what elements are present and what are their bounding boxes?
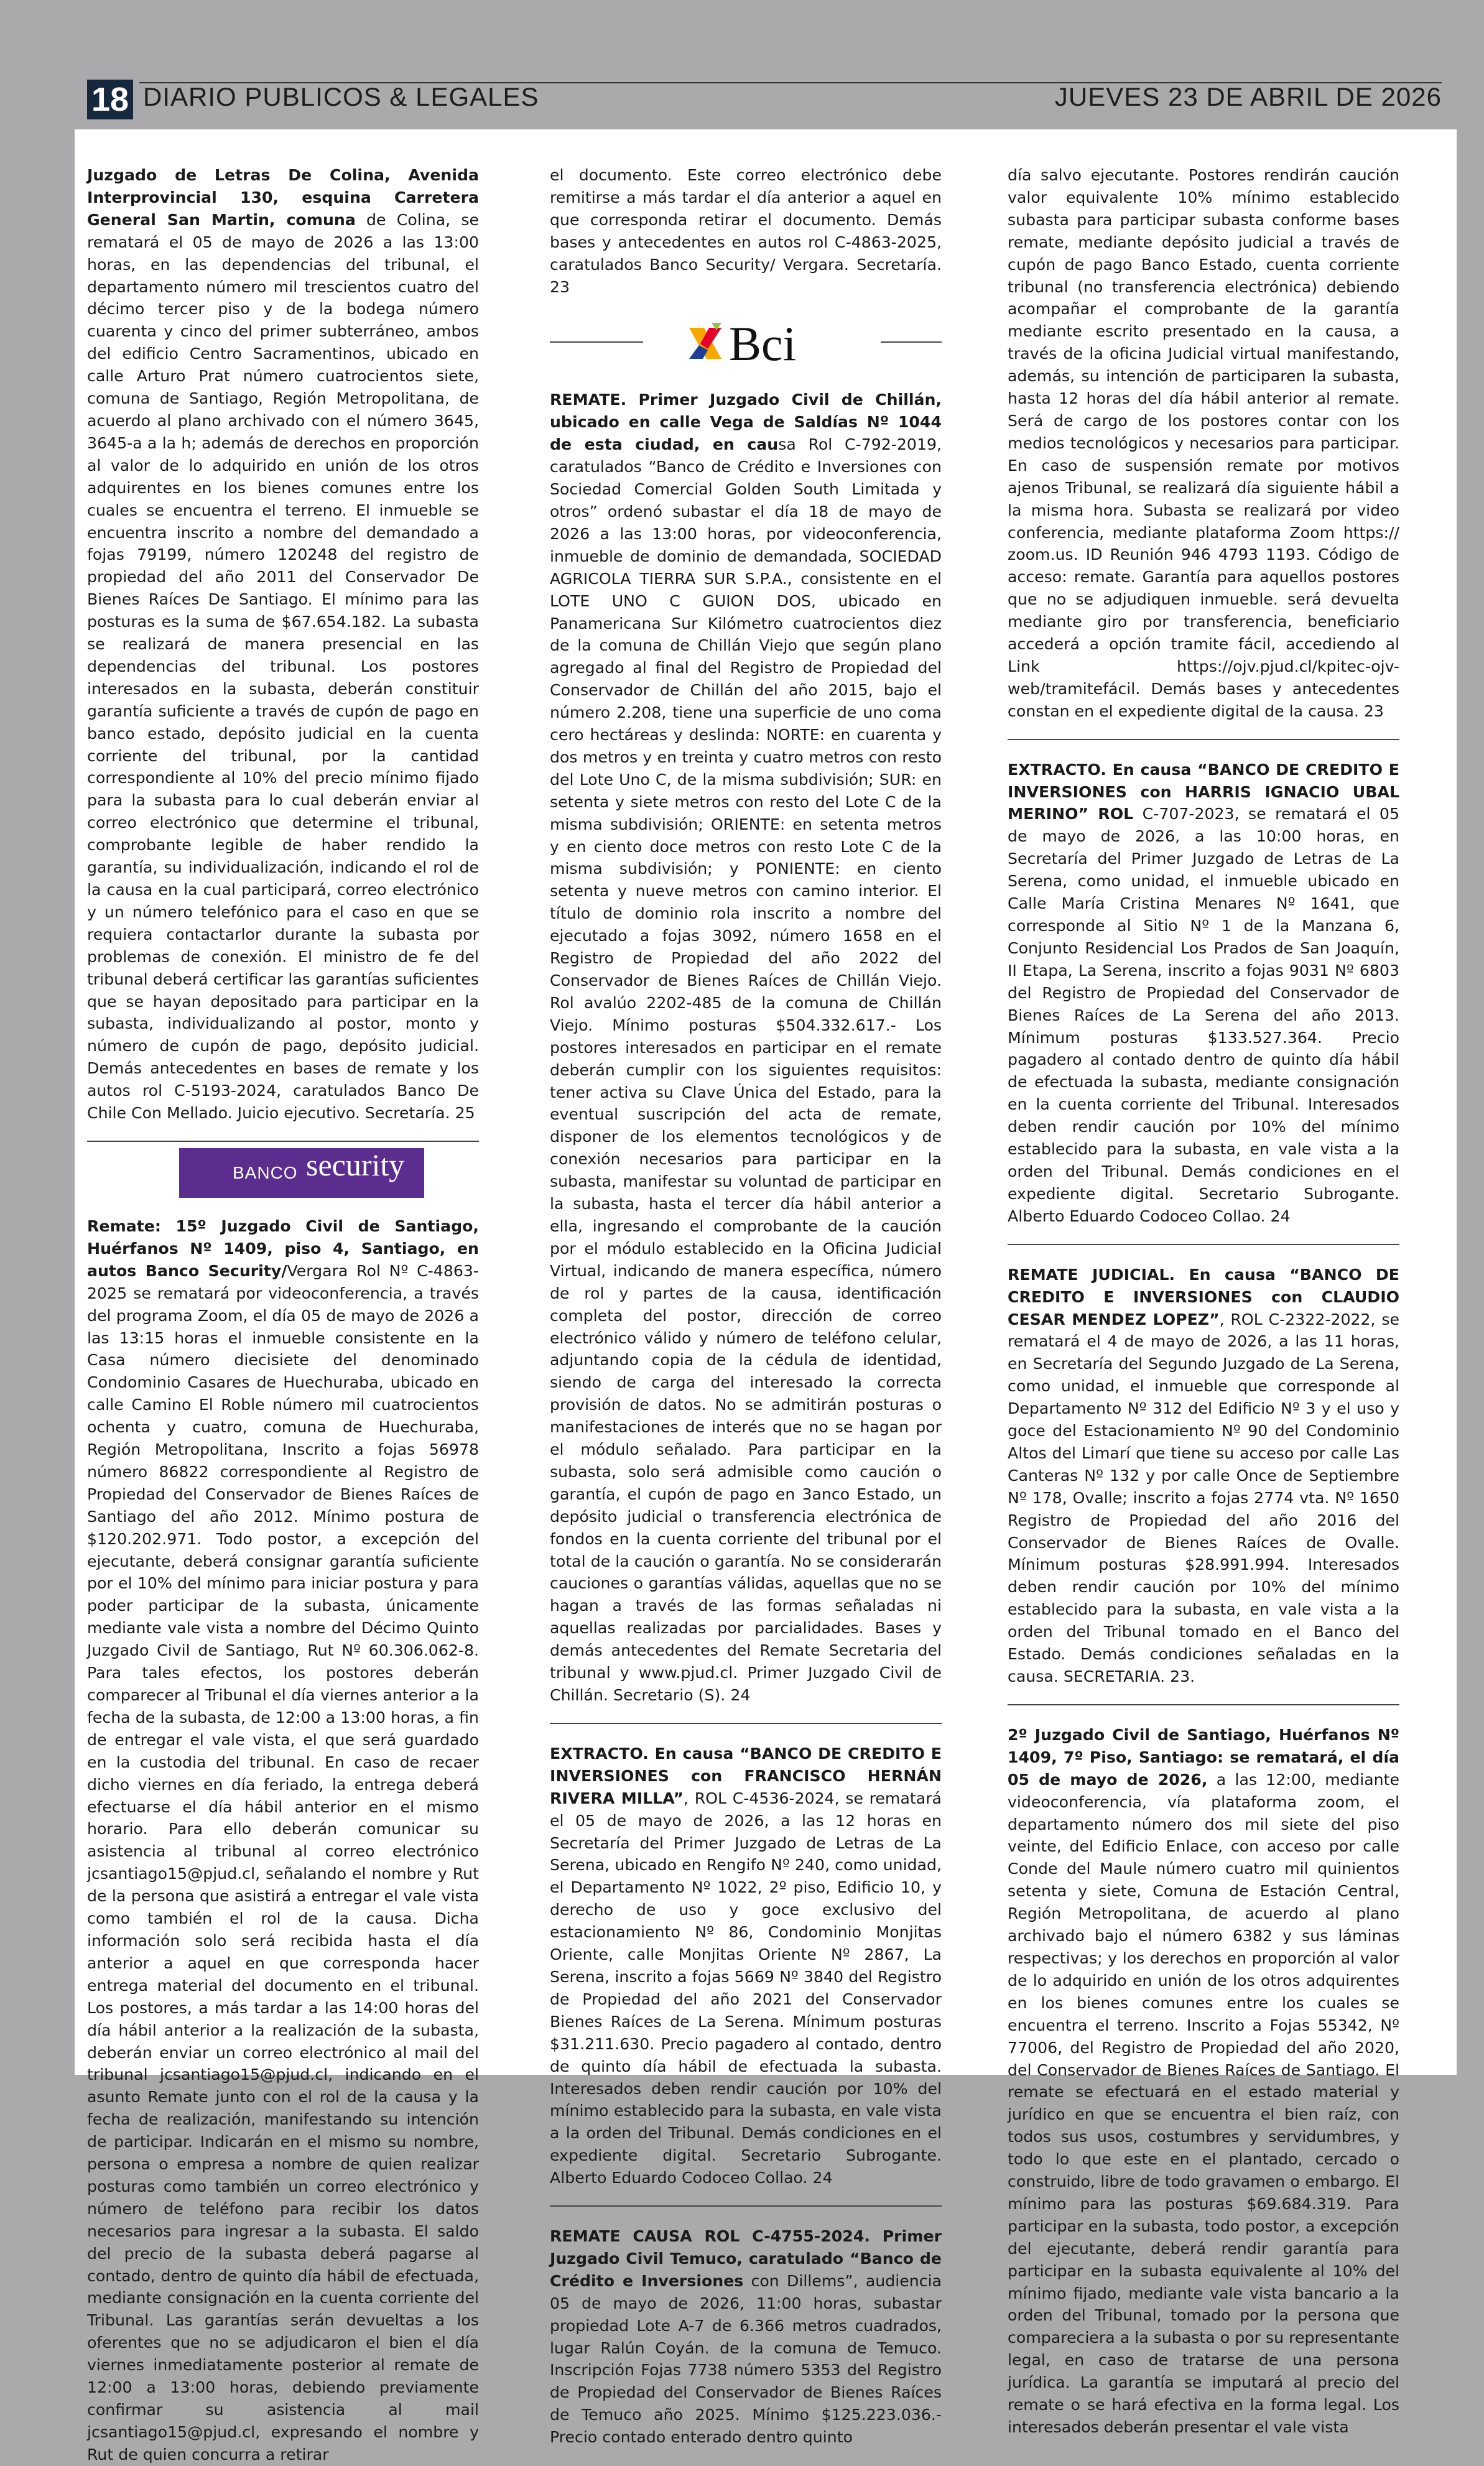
logo-security-word: security [306,1147,405,1182]
divider [1008,739,1399,740]
divider [87,1141,479,1142]
newspaper-page [75,129,1457,2464]
page-header [87,80,1442,121]
bci-logo [687,319,823,369]
divider [550,1723,942,1724]
notice-mendez [1008,1264,1399,1688]
notice-body: , ROL C-4536-2024, se rematará el 05 de mayo de 2026, a las 12 horas en Secretaría del Primer Juzgado de Letras de La Serena, ubicado en Rengifo Nº 240, como unidad, el Departamento Nº 1022, 2º piso, Edificio 10, y derecho de uso y goce exclusivo del estacionamiento Nº 86, Condominio Monjitas Oriente, calle Monjitas Oriente Nº 2867, La Serena, inscrito a fojas 5669 Nº 3840 del Registro de Propiedad del año 2021 del Conservador Bienes Raíces de La Serena. Mínimum posturas $31.211.630. Precio pagadero al contado, dentro de quinto día hábil de efectuada la subasta. Interesados deben rendir caución por 10% del mínimo establecido para la subasta, en vale vista a la orden del Tribunal. Demás condiciones en el expediente digital. Secretario Subrogante. Alberto Eduardo Codoceo Collao. 24 [550,1789,942,2187]
notice-lead: EXTRACTO. En causa “BANCO DE CREDITO E INVERSIONES con HARRIS IGNACIO UBAL MERINO” ROL [1008,760,1399,823]
notice-body: sa Rol C-792-2019, caratulados “Banco de Crédito e Inversiones con Sociedad Comercial Golden South Limitada y otros” ordenó subastar el día 18 de mayo de 2026 a las 13:00 horas, por videoconferencia, inmueble de dominio de demandada, SOCIEDAD AGRICOLA TIERRA SUR S.P.A., consistente en el LOTE UNO C GUION DOS, ubicado en Panamericana Sur Kilómetro cuatrocientos diez de la comuna de Chillán Viejo que según plano agregado al final del Registro de Propiedad del Conservador de Chillán del año 2015, bajo el número 2.208, tiene una superficie de uno coma cero hectáreas y deslinda: NORTE: en cuarenta y dos metros y en treinta y cuatro metros con resto del Lote Uno C, de la misma subdivisión; SUR: en setenta y siete metros con resto del Lote C de la misma subdivisión; ORIENTE: en setenta metros y en ciento doce metros con resto Lote C de la misma subdivisión; y PONIENTE: en ciento setenta y nueve metros con camino interior. El título de dominio rola inscrito a nombre del ejecutado a fojas 3092, número 1658 en el Registro de Propiedad del año 2022 del Conservador de Bienes Raíces de Chillán Viejo. Rol avalúo 2202-485 de la comuna de Chillán Viejo. Mínimo posturas $504.332.617.- Los postores interesados en participar en el remate deberán cumplir con los siguientes requisitos: tener activa su Clave Única del Estado, para la eventual suscripción del acta de remate, disponer de los elementos tecnológicos y de conexión necesarios para participar en la subasta, manifestar su voluntad de participar en la subasta, hasta el tercer día hábil anterior a ella, ingresando el comprobante de la caución por el módulo establecido en la Oficina Judicial Virtual, indicando de manera específica, número de rol y partes de la causa, identificación completa del postor, dirección de correo electrónico válido y número de teléfono celular, adjuntando copia de la cédula de identidad, siendo de carga del interesado la correcta provisión de datos. No se admitirán posturas o manifestaciones de interés que no se hagan por el módulo señalado. Para participar en la subasta, solo será admisible como caución o garantía, el cupón de pago en 3anco Estado, un depósito judicial o transferencia electrónica de fondos en la cuenta corriente del tribunal por el total de la caución o garantía. No se considerarán cauciones o garantías válidas, aquellas que no se hagan a través de las formas señaladas ni aquellas realizadas por parcialidades. Bases y demás antecedentes del Remate Secretaria del tribunal y www.pjud.cl. Primer Juzgado Civil de Chillán. Secretario (S). 24 [550,435,942,1704]
notice-chillan [550,389,942,1706]
notice-ubal [1008,759,1399,1228]
notice-lead: Remate: 15º Juzgado Civil de Santiago, Huérfanos Nº 1409, piso 4, Santiago, en autos Banco Security/ [87,1217,479,1280]
notice-body: Vergara Rol Nº C-4863-2025 se rematará por videoconferencia, a través del programa Zoom, el día 05 de mayo de 2026 a las 13:15 horas el inmueble consistente en la Casa número diecisiete del denominado Condominio Casares de Huechuraba, ubicado en calle Camino El Roble número mil cuatrocientos ochenta y cuatro, comuna de Huechuraba, Región Metropolitana, Inscrito a fojas 56978 número 86822 correspondiente al Registro de Propiedad del Conservador de Bienes Raíces de Santiago del año 2012. Mínimo postura de $120.202.971. Todo postor, a excepción del ejecutante, deberá consignar garantía suficiente por el 10% del mínimo para iniciar postura y para poder participar de la subasta, únicamente mediante vale vista a nombre del Décimo Quinto Juzgado Civil de Santiago, Rut Nº 60.306.062-8. Para tales efectos, los postores deberán comparecer al Tribunal el día viernes anterior a la fecha de la subasta, de 12:00 a 13:00 horas, a fin de entregar el vale vista, el que será guardado en la custodia del tribunal. En caso de recaer dicho viernes en día feriado, la entrega deberá efectuarse el día hábil anterior en el mismo horario. Para ello deberán comunicar su asistencia al tribunal al correo electrónico jcsantiago15@pjud.cl, señalando el nombre y Rut de la persona que asistirá a entregar el vale vista como también el rol de la causa. Dicha información solo será recibida hasta el día anterior a aquel en que corresponda hacer entrega material del documento en el tribunal. Los postores, a más tardar a las 14:00 horas del día hábil anterior a la realización de la subasta, deberán enviar un correo electrónico al mail del tribunal jcsantiago15@pjud.cl, indicando en el asunto Remate junto con el rol de la causa y la fecha de realización, manifestando su intención de participar. Indicarán en el mismo su nombre, persona o empresa a nombre de quien realizar posturas como también un correo electrónico y número de teléfono para recibir los datos necesarios para ingresar a la subasta. El saldo del precio de la subasta deberá pagarse al contado, dentro de quinto día hábil de efectuada, mediante consignación en la cuenta corriente del Tribunal. Las garantías serán devueltas a los oferentes que no se adjudicaron el bien el día viernes inmediatamente posterior al remate de 12:00 a 13:00 horas, debiendo previamente confirmar su asistencia al mail jcsantiago15@pjud.cl, expresando el nombre y Rut de quien concurra a retirar [87,1261,479,2464]
bci-wordmark: Bci [729,317,797,371]
notice-lead: Juzgado de Letras De Colina, Avenida Interprovincial 130, esquina Carretera General San Martin, comuna [87,166,479,229]
column-1 [87,164,479,2466]
bci-logo-row [550,314,942,370]
publication-name: DIARIO PUBLICOS & LEGALES [143,82,539,111]
notice-body: de Colina, se rematará el 05 de mayo de 2026 a las 13:00 horas, en las dependencias del tribunal, el departamento número mil trescientos cuatro del décimo tercer piso y de la bodega número cuarenta y cinco del primer subterráneo, ambos del edificio Centro Sacramentinos, ubicado en calle Arturo Prat número cuatrocientos siete, comuna de Santiago, Región Metropolitana, de acuerdo al plano archivado con el número 3645, 3645-a a la h; además de derechos en proporción al valor de lo adquirido en unión de los otros adquirentes en los bienes comunes entre los cuales se encuentra el terreno. El inmueble se encuentra inscrito a nombre del demandado a fojas 79199, número 120248 del registro de propiedad del año 2011 del Conservador De Bienes Raíces De Santiago. El mínimo para las posturas es la suma de $67.654.182. La subasta se realizará de manera presencial en las dependencias del tribunal. Los postores interesados en la subasta, deberán constituir garantía suficiente a través de cupón de pago en banco estado, depósito judicial en la cuenta corriente del tribunal, por la cantidad correspondiente al 10% del precio mínimo fijado para la subasta para lo cual deberán enviar al correo electrónico que determine el tribunal, comprobante legible de haber rendido la garantía, su individualización, indicando el rol de la causa en la cual participará, correo electrónico y un número telefónico para el caso en que se requiera contactarlor durante la subasta por problemas de conexión. El ministro de fe del tribunal deberá certificar las garantías suficientes que se hayan depositado para participar en la subasta, individualizando al postor, monto y número de cupón de pago, depósito judicial. Demás antecedentes en bases de remate y los autos rol C-5193-2024, caratulados Banco De Chile Con Mellado. Juicio ejecutivo. Secretaría. 25 [87,210,479,1123]
notice-lead: REMATE JUDICIAL. En causa “BANCO DE CREDITO E INVERSIONES con CLAUDIO CESAR MENDEZ LOPEZ” [1008,1265,1399,1328]
notice-temuco [550,2225,942,2449]
divider [1008,1704,1399,1705]
notice-body: , ROL C-2322-2022, se rematará el 4 de mayo de 2026, a las 11 horas, en Secretaría del Segundo Juzgado de La Serena, como unidad, el inmueble que corresponde al Departamento Nº 312 del Edificio Nº 3 y el uso y goce del Estacionamiento Nº 90 del Condominio Altos del Limarí que tiene su acceso por calle Las Canteras Nº 132 y por calle Once de Septiembre Nº 178, Ovalle; inscrito a fojas 2774 vta. Nº 1650 Registro de Propiedad del año 2016 del Conservador de Bienes Raíces de Ovalle. Mínimum posturas $28.991.994. Interesados deben rendir caución por 10% del mínimo establecido para la subasta, en vale vista a la orden del Tribunal tomado en el Banco del Estado. Demás condiciones señaladas en la causa. SECRETARIA. 23. [1008,1310,1399,1685]
notice-lead: EXTRACTO. En causa “BANCO DE CREDITO E INVERSIONES con FRANCISCO HERNÁN RIVERA MILLA” [550,1744,942,1807]
divider-left [550,341,643,343]
divider [1008,1244,1399,1245]
column-2 [550,164,942,2449]
notice-security [87,1215,479,2466]
security-logo-row [87,1141,479,1197]
notice-body: con Dillems”, audiencia 05 de mayo de 2026, 11:00 horas, subastar propiedad Lote A-7 de 6.366 metros cuadrados, lugar Ralún Coyán. de la comuna de Temuco. Inscripción Fojas 7738 número 5353 del Registro de Propiedad del Conservador de Bienes Raíces de Temuco año 2025. Mínimo $125.223.036.- Precio contado enterado dentro quinto [550,2271,942,2447]
page-number: 18 [87,80,133,119]
notice-body: C-707-2023, se rematará el 05 de mayo de 2026, a las 10:00 horas, en Secretaría del Primer Juzgado de Letras de La Serena, como unidad, el inmueble ubicado en Calle María Cristina Menares Nº 1641, que corresponde al Sitio Nº 1 de la Manzana 6, Conjunto Residencial Los Prados de San Joaquín, II Etapa, La Serena, inscrito a fojas 9031 Nº 6803 del Registro de Propiedad del Conservador de Bienes Raíces de La Serena del año 2013. Mínimum posturas $133.527.364. Precio pagadero al contado dentro de quinto día hábil de efectuada la subasta, mediante consignación en la cuenta corriente del Tribunal. Interesados deben rendir caución por 10% del mínimo establecido para la subasta, en vale vista a la orden del Tribunal. Demás condiciones en el expediente digital. Secretario Subrogante. Alberto Eduardo Codoceo Collao. 24 [1008,805,1399,1225]
banco-security-logo [179,1148,424,1198]
logo-bank-word: BANCO [233,1162,298,1182]
divider [550,2205,942,2207]
notice-temuco-continued: día salvo ejecutante. Postores rendirán caución valor equivalente 10% mínimo establecido subasta para participar subasta conforme bases remate, mediante depósito judicial a través de cupón de pago Banco Estado, cuenta corriente tribunal (no transferencia electrónica) debiendo acompañar el comprobante de la garantía mediante escrito presentado en la causa, a través de la oficina Judicial virtual manifestando, además, su intención de participaren la subasta, hasta 12 horas del día hábil anterior al remate. Será de cargo de los postores contar con los medios tecnológicos y necesarios para participar. En caso de suspensión remate por motivos ajenos Tribunal, se realizará día siguiente hábil a la misma hora. Subasta se realizará por video conferencia, mediante plataforma Zoom https:// zoom.us. ID Reunión 946 4793 1193. Código de acceso: remate. Garantía para aquellos postores que no se adjudiquen inmueble. será devuelta mediante giro por transferencia, beneficiario accederá a opción tramite fácil, accediendo al Link https://ojv.pjud.cl/kpitec-ojv-web/tramitefácil. Demás bases y antecedentes constan en el expediente digital de la causa. 23 [1008,166,1399,720]
notice-lead: REMATE CAUSA ROL C-4755-2024. Primer Juzgado Civil Temuco, caratulado “Banco de Crédito e Inversiones [550,2227,942,2290]
notice-colina [87,164,479,1124]
bci-mark-icon [687,319,726,369]
notice-rivera [550,1743,942,2189]
publication-date: JUEVES 23 DE ABRIL DE 2026 [1054,82,1442,111]
column-3 [1008,164,1399,2439]
notice-lead: 2º Juzgado Civil de Santiago, Huérfanos Nº 1409, 7º Piso, Santiago: se rematará, el día 05 de mayo de 2026, [1008,1725,1399,1789]
notice-lead: REMATE. Primer Juzgado Civil de Chillán, ubicado en calle Vega de Saldías Nº 1044 de esta ciudad, en cau [550,391,942,454]
divider-right [881,341,942,343]
notice-security-continued: el documento. Este correo electrónico debe remitirse a más tardar el día anterior a aquel en que corresponda retirar el documento. Demás bases y antecedentes en autos rol C-4863-2025, caratulados Banco Security/ Vergara. Secretaría. 23 [550,166,942,296]
notice-huerfanos [1008,1724,1399,2439]
notice-body: a las 12:00, mediante videoconferencia, vía plataforma zoom, el departamento número dos mil siete del piso veinte, del Edificio Enlace, con acceso por calle Conde del Maule número cuatro mil quinientos setenta y siete, Comuna de Estación Central, Región Metropolitana, de acuerdo al plano archivado bajo el número 6382 y sus láminas respectivas; y los derechos en proporción al valor de lo adquirido en unión de los otros adquirentes en los bienes comunes entre los cuales se encuentra el terreno. Inscrito a Fojas 55342, Nº 77006, del Registro de Propiedad del año 2020, del Conservador de Bienes Raíces de Santiago. El remate se efectuará en el estado material y jurídico en que se encuentra el bien raíz, con todos sus usos, costumbres y servidumbres, y todo lo que este en el plantado, cercado o construido, libre de todo gravamen o embargo. El mínimo para las posturas $69.684.319. Para participar en la subasta, todo postor, a excepción del ejecutante, deberá rendir garantía para participar en la subasta equivalente al 10% del mínimo fijado, mediante vale vista bancario a la orden del Tribunal, tomado por la persona que compareciera a la subasta o por su representante legal, en caso de tratarse de una persona jurídica. La garantía se imputará al precio del remate o se hará efectiva en la forma legal. Los interesados deberán presentar el vale vista [1008,1770,1399,2436]
